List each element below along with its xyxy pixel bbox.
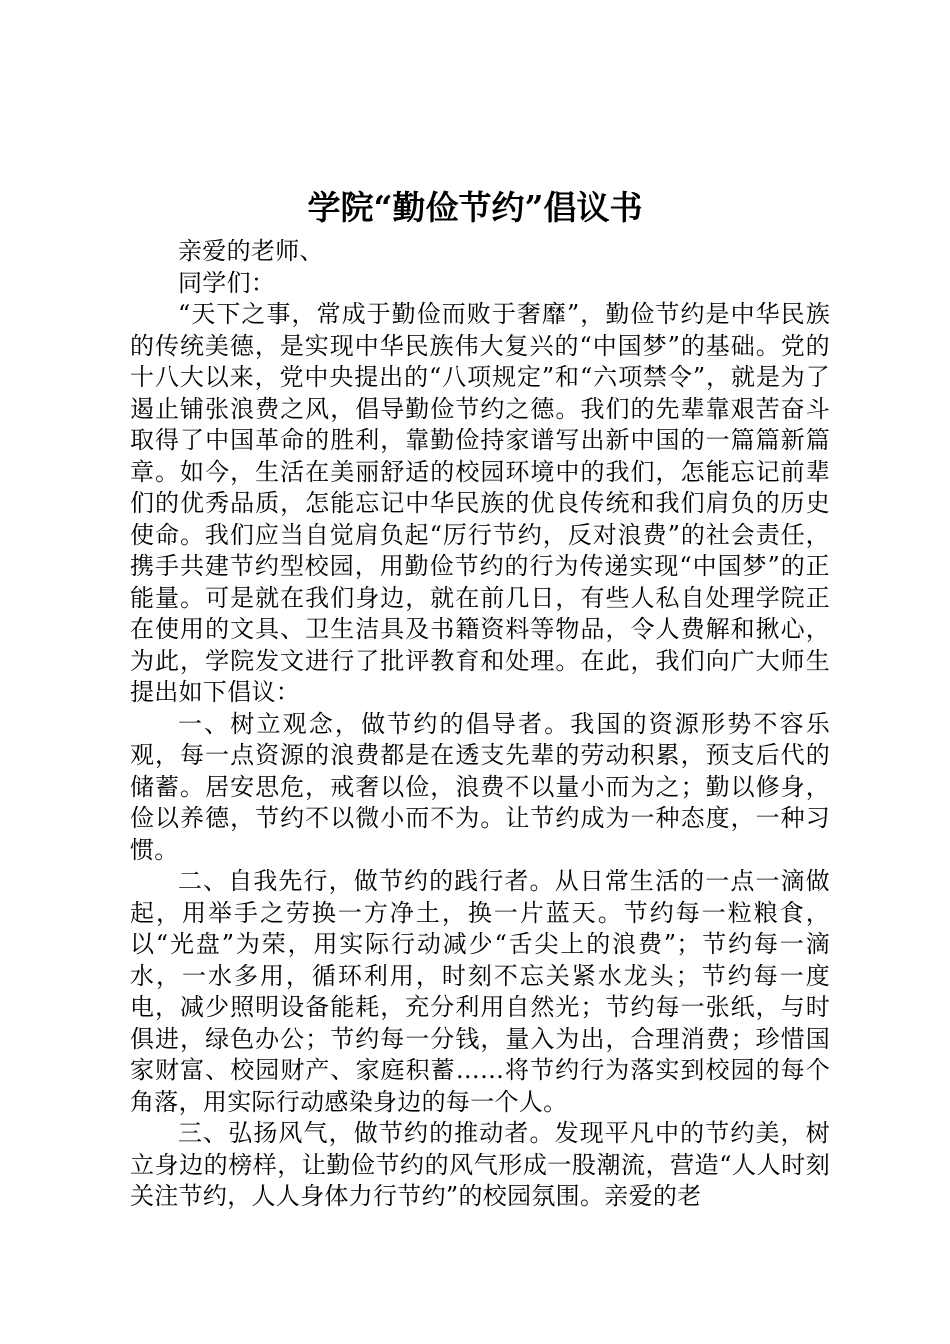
paragraph-proposal-1: 一、树立观念，做节约的倡导者。我国的资源形势不容乐观，每一点资源的浪费都是在透支先辈的劳动积累，预支后代的储蓄。居安思危，戒奢以俭，浪费不以量小而为之；勤以修身，俭以养德，节约不以微小而不为。让节约成为一种态度，一种习惯。 [130,709,830,864]
paragraph-proposal-2: 二、自我先行，做节约的践行者。从日常生活的一点一滴做起，用举手之劳换一方净土，换一片蓝天。节约每一粒粮食，以“光盘”为荣，用实际行动减少“舌尖上的浪费”；节约每一滴水，一水多用，循环利用，时刻不忘关紧水龙头；节约每一度电，减少照明设备能耗，充分利用自然光；节约每一张纸，与时俱进，绿色办公；节约每一分钱，量入为出，合理消费；珍惜国家财富、校园财产、家庭积蓄……将节约行为落实到校园的每个角落，用实际行动感染身边的每一个人。 [130,867,830,1116]
document-title: 学院“勤俭节约”倡议书 [307,188,643,227]
document-body [130,236,830,1213]
paragraph-proposal-3: 三、弘扬风气，做节约的推动者。发现平凡中的节约美，树立身边的榜样，让勤俭节约的风气形成一股潮流，营造“人人时刻关注节约，人人身体力行节约”的校园氛围。亲爱的老 [130,1119,830,1210]
greeting-line-2: 同学们： [178,268,276,297]
greeting-line-1: 亲爱的老师、 [178,237,324,265]
paragraph-intro: “天下之事，常成于勤俭而败于奢靡”，勤俭节约是中华民族的传统美德，是实现中华民族伟大复兴的“中国梦”的基础。党的十八大以来，党中央提出的“八项规定”和“六项禁令”，就是为了遏止铺张浪费之风，倡导勤俭节约之德。我们的先辈靠艰苦奋斗取得了中国革命的胜利，靠勤俭持家谱写出新中国的一篇篇新篇章。如今，生活在美丽舒适的校园环境中的我们，怎能忘记前辈们的优秀品质，怎能忘记中华民族的优良传统和我们肩负的历史使命。我们应当自觉肩负起“厉行节约，反对浪费”的社会责任，携手共建节约型校园，用勤俭节约的行为传递实现“中国梦”的正能量。可是就在我们身边，就在前几日，有些人私自处理学院正在使用的文具、卫生洁具及书籍资料等物品，令人费解和揪心，为此，学院发文进行了批评教育和处理。在此，我们向广大师生提出如下倡议： [130,300,830,706]
